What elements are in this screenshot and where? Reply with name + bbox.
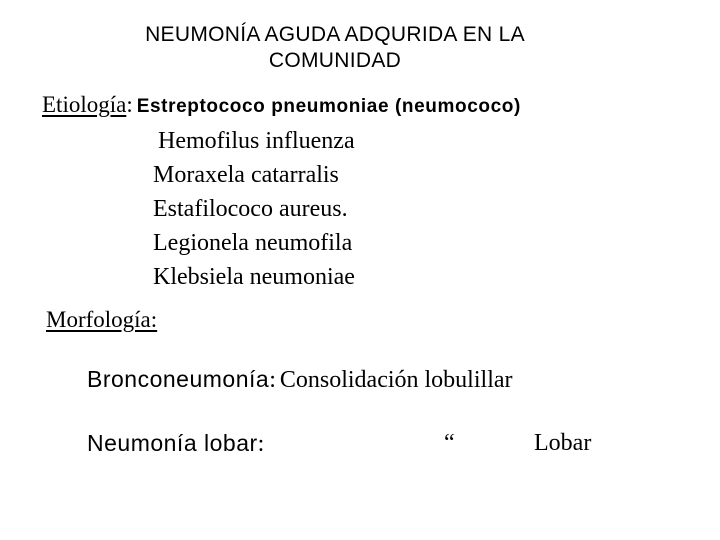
etiologia-label: Etiología [42,92,127,117]
etiologia-agent-6: Klebsiela neumoniae [153,264,355,290]
etiologia-agent-2: Hemofilus influenza [158,128,355,154]
morfologia-colon: : [257,431,265,457]
slide-title-line-2: COMUNIDAD [268,49,402,72]
etiologia-colon: : [126,92,133,117]
ditto-mark: “ [444,430,455,456]
etiologia-agent-list [153,124,355,294]
etiologia-row [42,92,521,118]
morfologia-item-bronconeumonia [87,366,513,394]
etiologia-agent-4: Estafilococo aureus. [153,196,348,222]
slide-title-line-1: NEUMONÍA AGUDA ADQURIDA EN LA [145,23,525,46]
morfologia-description: Lobar [534,430,592,456]
slide-title [80,22,590,74]
etiologia-agent-3: Moraxela catarralis [153,162,339,188]
morfologia-term: Bronconeumonía [87,366,270,392]
etiologia-agent-5: Legionela neumofila [153,230,353,256]
morfologia-term: Neumonía lobar [87,430,258,456]
morfologia-item-neumonia-lobar [87,430,647,464]
morfologia-label: Morfología: [46,307,158,332]
etiologia-agent-1: Estreptococo pneumoniae (neumococo) [136,96,521,117]
morfologia-description: Consolidación lobulillar [279,367,513,393]
morfologia-colon: : [269,367,276,393]
